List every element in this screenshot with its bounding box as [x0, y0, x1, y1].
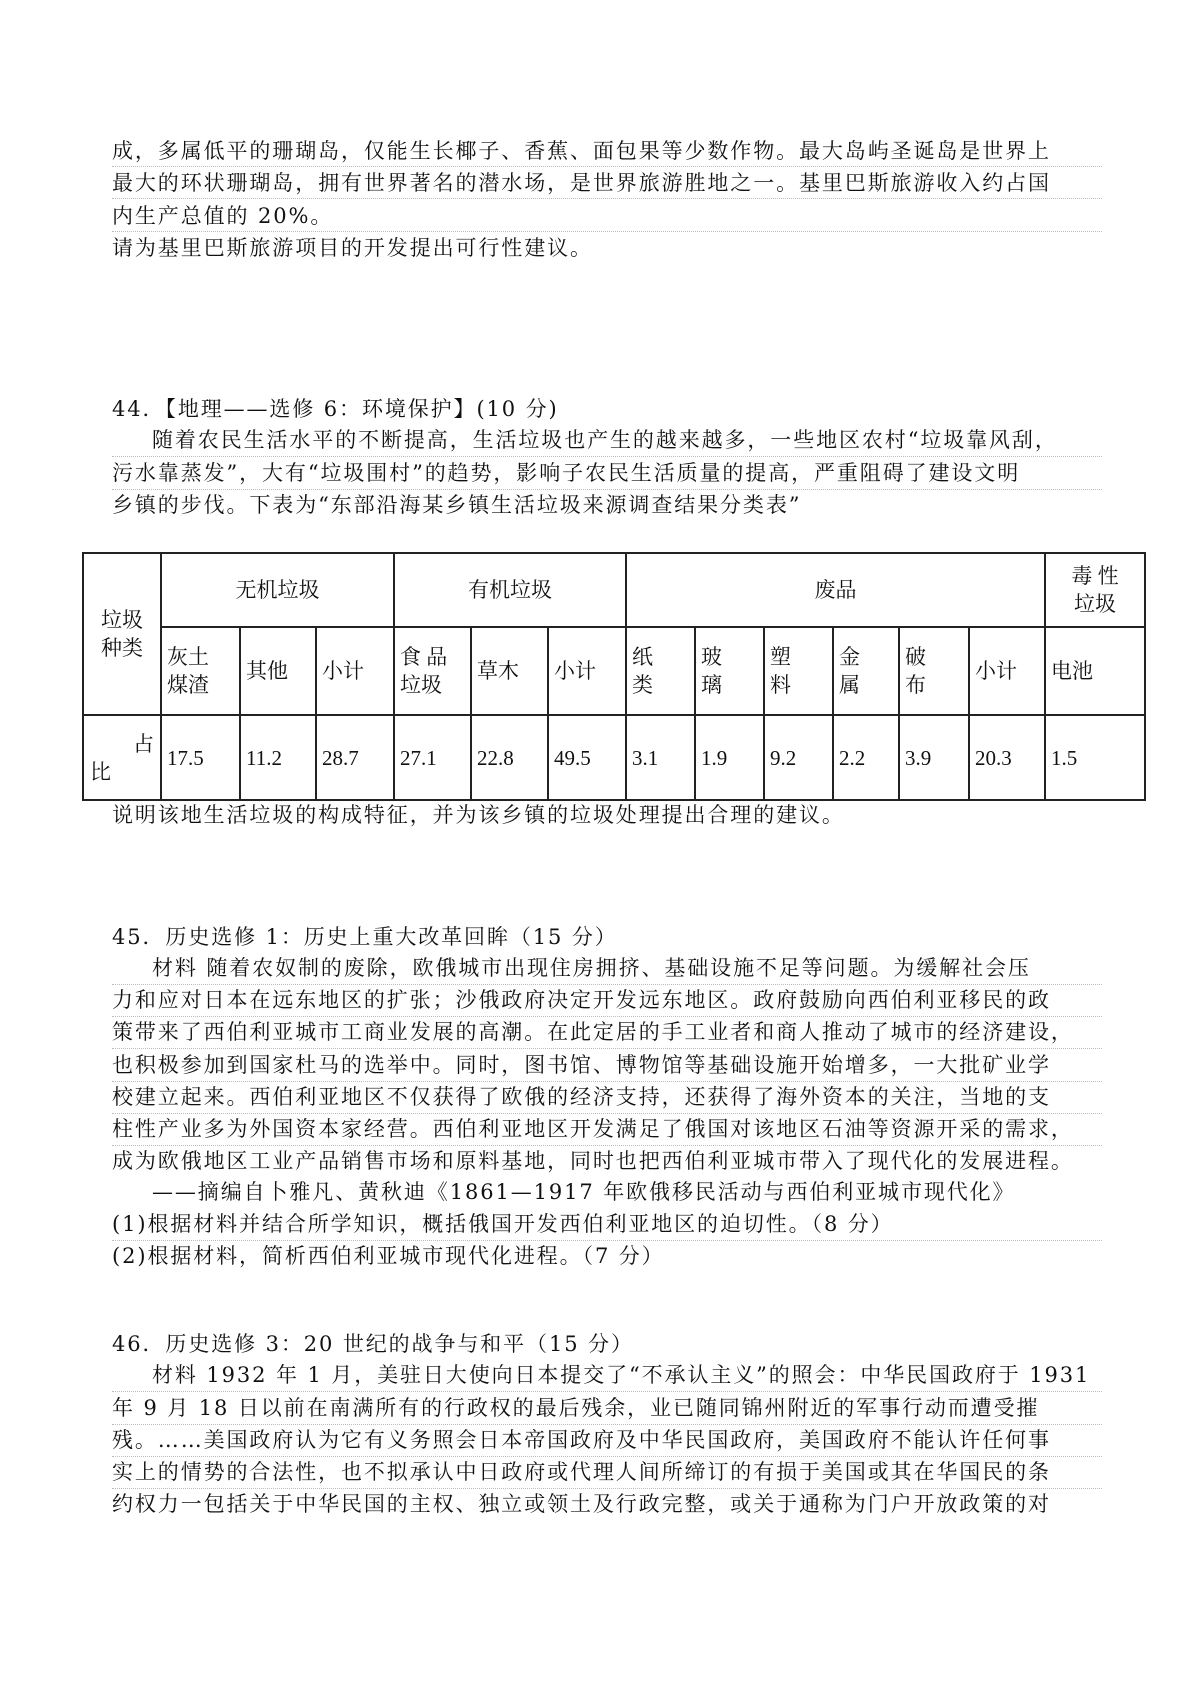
dotted-rule	[112, 456, 1102, 457]
subheader-cell: 草木	[471, 627, 548, 715]
value-cell: 11.2	[240, 715, 316, 800]
value-cell: 1.9	[695, 715, 764, 800]
q44-question: 说明该地生活垃圾的构成特征，并为该乡镇的垃圾处理提出合理的建议。	[112, 803, 845, 827]
subheader-cell: 灰土 煤渣	[161, 627, 240, 715]
value-cell: 1.5	[1045, 715, 1145, 800]
value-cell: 49.5	[548, 715, 626, 800]
q46-body-line-2: 年 9 月 18 日以前在南满所有的行政权的最后残余，业已随同锦州附近的军事行动而遭受摧	[112, 1396, 1040, 1420]
dotted-rule	[112, 1048, 1102, 1049]
garbage-source-table	[82, 552, 1146, 801]
group-inorganic: 无机垃圾	[161, 553, 394, 627]
q45-body-line-5: 校建立起来。西伯利亚地区不仅获得了欧俄的经济支持，还获得了海外资本的关注，当地的支	[112, 1085, 1051, 1109]
dotted-rule	[112, 198, 1102, 199]
value-cell: 3.9	[899, 715, 969, 800]
q45-body-line-1: 材料 随着农奴制的废除，欧俄城市出现住房拥挤、基础设施不足等问题。为缓解社会压	[152, 956, 1031, 980]
value-cell: 22.8	[471, 715, 548, 800]
q44-body-line-2: 污水靠蒸发”，大有“垃圾围村”的趋势，影响子农民生活质量的提高，严重阻碍了建设文明	[112, 461, 1021, 485]
subheader-cell: 其他	[240, 627, 316, 715]
intro-question: 请为基里巴斯旅游项目的开发提出可行性建议。	[112, 236, 593, 260]
subheader-cell: 破 布	[899, 627, 969, 715]
value-cell: 3.1	[626, 715, 695, 800]
group-waste-products: 废品	[626, 553, 1045, 627]
value-cell: 20.3	[969, 715, 1045, 800]
q45-body-line-3: 策带来了西伯利亚城市工商业发展的高潮。在此定居的手工业者和商人推动了城市的经济建设，	[112, 1020, 1074, 1044]
dotted-rule	[112, 166, 1102, 167]
value-cell: 9.2	[764, 715, 833, 800]
row-header-category: 垃圾 种类	[83, 553, 161, 715]
dotted-rule	[112, 231, 1102, 232]
q45-title: 45．历史选修 1：历史上重大改革回眸（15 分）	[112, 925, 618, 949]
q46-title: 46．历史选修 3：20 世纪的战争与和平（15 分）	[112, 1332, 634, 1356]
q45-body-line-7: 成为欧俄地区工业产品销售市场和原料基地，同时也把西伯利亚城市带入了现代化的发展进程。	[112, 1149, 1074, 1173]
q45-source: ——摘编自卜雅凡、黄秋迪《1861—1917 年欧俄移民活动与西伯利亚城市现代化》	[152, 1180, 1016, 1204]
q44-body-line-1: 随着农民生活水平的不断提高，生活垃圾也产生的越来越多，一些地区农村“垃圾靠风刮，	[152, 428, 1058, 452]
value-cell: 2.2	[833, 715, 899, 800]
group-organic: 有机垃圾	[394, 553, 626, 627]
subheader-cell: 小计	[316, 627, 394, 715]
value-cell: 27.1	[394, 715, 471, 800]
subheader-cell: 小计	[548, 627, 626, 715]
q44-title: 44．【地理——选修 6：环境保护】(10 分)	[112, 397, 559, 421]
group-toxic: 毒 性 垃圾	[1045, 553, 1145, 627]
intro-line-2: 最大的环状珊瑚岛，拥有世界著名的潜水场，是世界旅游胜地之一。基里巴斯旅游收入约占国	[112, 171, 1051, 195]
intro-line-1: 成，多属低平的珊瑚岛，仅能生长椰子、香蕉、面包果等少数作物。最大岛屿圣诞岛是世界上	[112, 139, 1051, 163]
q46-body-line-3: 残。……美国政府认为它有义务照会日本帝国政府及中华民国政府，美国政府不能认许任何事	[112, 1428, 1051, 1452]
intro-line-3: 内生产总值的 20%。	[112, 204, 334, 228]
subheader-cell: 金 属	[833, 627, 899, 715]
subheader-cell: 塑 料	[764, 627, 833, 715]
q45-subquestion-1: (1)根据材料并结合所学知识，概括俄国开发西伯利亚地区的迫切性。（8 分）	[112, 1212, 894, 1236]
q45-body-line-6: 柱性产业多为外国资本家经营。西伯利亚地区开发满足了俄国对该地区石油等资源开采的需求，	[112, 1117, 1074, 1141]
subheader-cell: 电池	[1045, 627, 1145, 715]
row-header-proportion: 占 比	[83, 715, 161, 800]
subheader-cell: 食 品 垃圾	[394, 627, 471, 715]
q46-body-line-4: 实上的情势的合法性，也不拟承认中日政府或代理人间所缔订的有损于美国或其在华国民的条	[112, 1460, 1051, 1484]
dotted-rule	[112, 1391, 1102, 1392]
q46-body-line-1: 材料 1932 年 1 月，美驻日大使向日本提交了“不承认主义”的照会：中华民国政府于 1931	[152, 1363, 1091, 1387]
value-cell: 28.7	[316, 715, 394, 800]
q45-body-line-2: 力和应对日本在远东地区的扩张；沙俄政府决定开发远东地区。政府鼓励向西伯利亚移民的政	[112, 988, 1051, 1012]
subheader-cell: 小计	[969, 627, 1045, 715]
subheader-cell: 玻 璃	[695, 627, 764, 715]
q44-body-line-3: 乡镇的步伐。下表为“东部沿海某乡镇生活垃圾来源调查结果分类表”	[112, 493, 802, 517]
q46-body-line-5: 约权力一包括关于中华民国的主权、独立或领土及行政完整，或关于通称为门户开放政策的对	[112, 1492, 1051, 1516]
q45-subquestion-2: (2)根据材料，简析西伯利亚城市现代化进程。（7 分）	[112, 1244, 665, 1268]
subheader-cell: 纸 类	[626, 627, 695, 715]
q45-body-line-4: 也积极参加到国家杜马的选举中。同时，图书馆、博物馆等基础设施开始增多，一大批矿业学	[112, 1053, 1051, 1077]
value-cell: 17.5	[161, 715, 240, 800]
